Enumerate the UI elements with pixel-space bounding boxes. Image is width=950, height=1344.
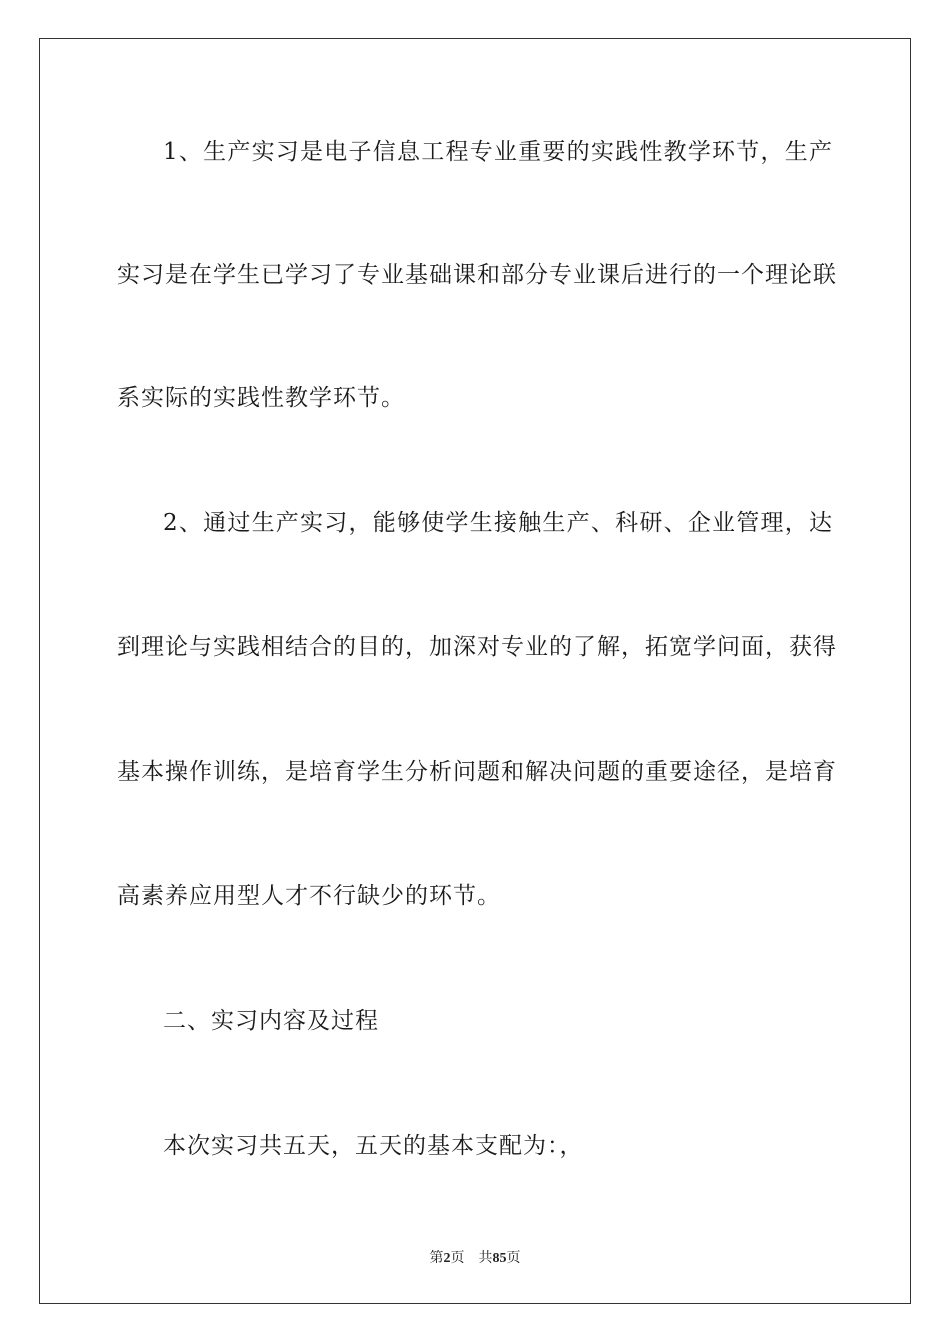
total-prefix: 共: [478, 1251, 493, 1266]
page-number: 2: [443, 1251, 451, 1266]
page-footer: [0, 1247, 950, 1267]
paragraph-2-line-4: 高素养应用型人才不行缺少的环节。: [117, 883, 501, 909]
paragraph-2-line-2: 到理论与实践相结合的目的，加深对专业的了解，拓宽学问面，获得: [117, 634, 837, 660]
paragraph-1-line-3: 系实际的实践性教学环节。: [117, 385, 405, 411]
paragraph-2-line-3: 基本操作训练，是培育学生分析问题和解决问题的重要途径，是培育: [117, 759, 837, 785]
page-border: [39, 38, 911, 1304]
paragraph-1-line-2: 实习是在学生已学习了专业基础课和部分专业课后进行的一个理论联: [117, 262, 837, 288]
page-suffix: 页: [450, 1251, 465, 1266]
paragraph-4-line-1: 本次实习共五天，五天的基本支配为：，: [163, 1133, 584, 1159]
paragraph-2-line-1: 2、通过生产实习，能够使学生接触生产、科研、企业管理，达: [163, 510, 833, 536]
paragraph-1-line-1: 1、生产实习是电子信息工程专业重要的实践性教学环节，生产: [163, 139, 833, 165]
section-heading: 二、实习内容及过程: [163, 1008, 379, 1034]
total-pages: 85: [492, 1251, 507, 1266]
page-prefix: 第: [429, 1251, 444, 1266]
total-suffix: 页: [506, 1251, 521, 1266]
